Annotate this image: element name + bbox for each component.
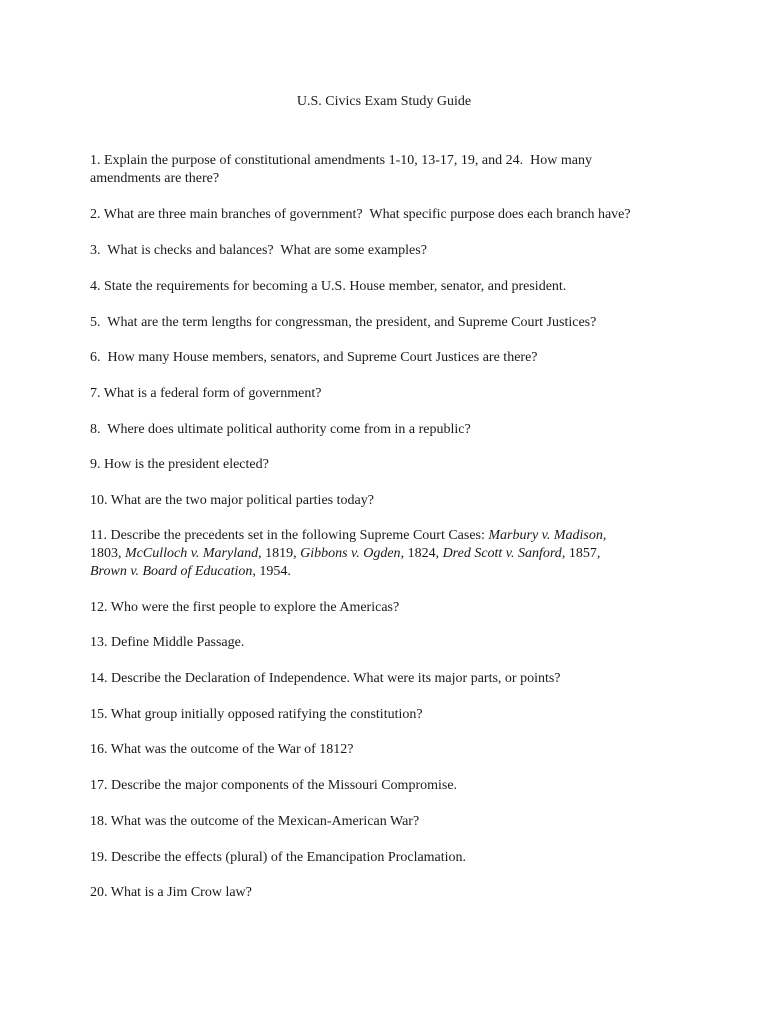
case-name: Gibbons v. Ogden (300, 546, 401, 561)
question-text: 10. What are the two major political parties today? (90, 493, 374, 508)
question-text: 3. What is checks and balances? What are some examples? (90, 243, 427, 258)
question-text: , 1803, (90, 528, 607, 561)
question-text: 18. What was the outcome of the Mexican-American War? (90, 814, 420, 829)
question-item (90, 777, 690, 795)
question-text: 1. Explain the purpose of constitutional amendments 1-10, 13-17, 19, and 24. How many amendments are there? (90, 153, 592, 186)
question-item (90, 884, 690, 902)
question-item (90, 849, 690, 867)
question-item (90, 314, 690, 332)
question-text: 4. State the requirements for becoming a U.S. House member, senator, and president. (90, 279, 567, 294)
question-text: 2. What are three main branches of government? What specific purpose does each branch have? (90, 207, 631, 222)
case-name: McCulloch v. Maryland (125, 546, 259, 561)
question-text: 16. What was the outcome of the War of 1812? (90, 742, 354, 757)
question-text: , 1857, (561, 546, 601, 561)
question-text: , 1819, (258, 546, 301, 561)
question-item (90, 456, 690, 474)
question-item (90, 670, 690, 688)
question-item (90, 349, 690, 367)
question-item (90, 421, 690, 439)
case-name: Dred Scott v. Sanford (442, 546, 562, 561)
question-text: 20. What is a Jim Crow law? (90, 885, 252, 900)
question-item (90, 385, 690, 403)
case-name: Marbury v. Madison (488, 528, 603, 543)
question-text: 7. What is a federal form of government? (90, 386, 322, 401)
question-text: 9. How is the president elected? (90, 457, 269, 472)
question-text: , 1824, (400, 546, 443, 561)
question-text: 6. How many House members, senators, and Supreme Court Justices are there? (90, 350, 538, 365)
page-title: U.S. Civics Exam Study Guide (296, 94, 472, 109)
question-item (90, 813, 690, 831)
question-text: 17. Describe the major components of the Missouri Compromise. (90, 778, 458, 793)
question-text: , 1954. (252, 564, 291, 579)
question-item (90, 527, 690, 581)
question-item (90, 706, 690, 724)
question-text: 8. Where does ultimate political authority come from in a republic? (90, 422, 471, 437)
question-text: 15. What group initially opposed ratifying the constitution? (90, 707, 423, 722)
question-text: 12. Who were the first people to explore the Americas? (90, 600, 400, 615)
question-item (90, 242, 690, 260)
question-text: 11. Describe the precedents set in the following Supreme Court Cases: (90, 528, 489, 543)
question-text: 13. Define Middle Passage. (90, 635, 245, 650)
question-item (90, 206, 690, 224)
case-name: Brown v. Board of Education (90, 564, 253, 579)
question-item (90, 492, 690, 510)
question-item (90, 741, 690, 759)
question-text: 19. Describe the effects (plural) of the Emancipation Proclamation. (90, 850, 467, 865)
question-item (90, 634, 690, 652)
question-item (90, 152, 690, 188)
question-item (90, 599, 690, 617)
question-text: 5. What are the term lengths for congressman, the president, and Supreme Court Justices? (90, 315, 597, 330)
question-item (90, 278, 690, 296)
question-text: 14. Describe the Declaration of Independence. What were its major parts, or points? (90, 671, 561, 686)
